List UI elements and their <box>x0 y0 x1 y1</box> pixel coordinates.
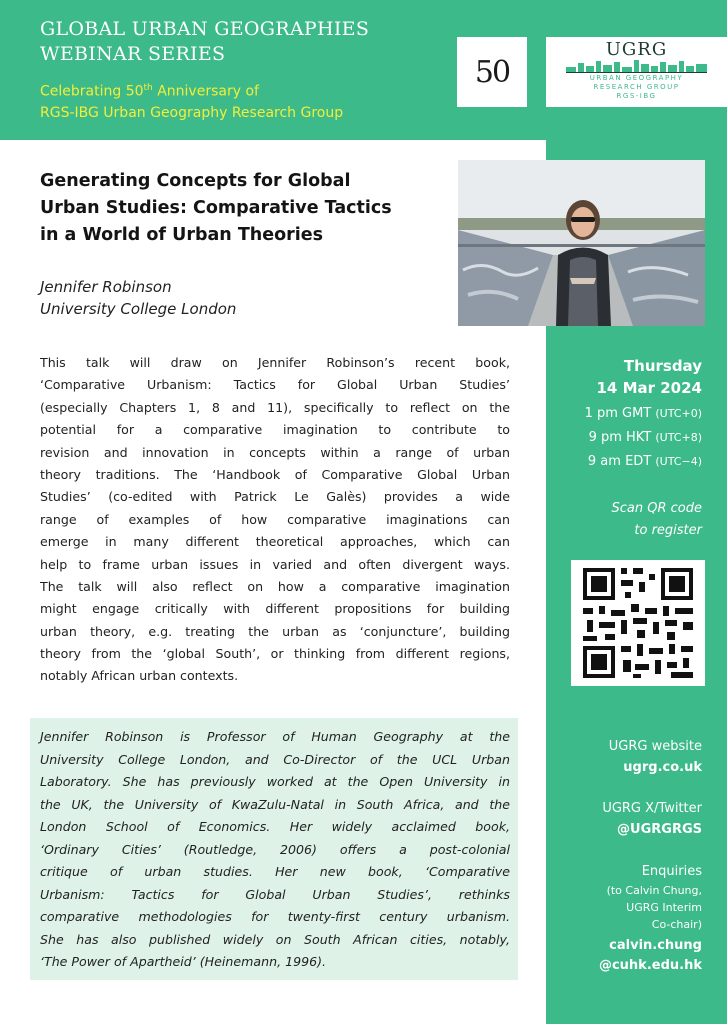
speaker-info <box>40 276 236 320</box>
event-time-row <box>585 450 702 474</box>
abstract-line: help to frame urban issues in varied and often divergent ways. <box>40 556 510 572</box>
ugrg-logo-text: UGRG <box>605 39 668 60</box>
event-time-zone: (UTC+8) <box>655 431 702 444</box>
event-date-value: 14 Mar 2024 <box>596 379 702 397</box>
website-label: UGRG website <box>608 739 702 754</box>
fifty-anniversary-logo <box>457 37 527 107</box>
twitter-contact <box>602 798 702 840</box>
event-time: 1 pm GMT <box>584 406 652 421</box>
bio-line: ‘The Power of Apartheid’ (Heinemann, 1996). <box>40 954 327 969</box>
ugrg-logo <box>546 37 727 107</box>
abstract-line: theory from the ‘global South’, or thinking from different regions, <box>40 646 510 662</box>
speaker-bio <box>40 726 510 974</box>
abstract-line: potential for a comparative imagination to contribute to <box>40 422 510 438</box>
event-time-zone: (UTC−4) <box>655 455 702 468</box>
qr-instruction-line1: Scan QR code <box>611 501 702 516</box>
abstract-line: range of examples of how comparative imaginations can <box>40 511 510 527</box>
website-contact <box>609 736 702 778</box>
bio-line: University College London, and Co-Director of the UCL Urban <box>40 751 510 767</box>
abstract-line: theory traditions. The ‘Handbook of Comparative Global Urban <box>40 466 510 482</box>
series-title-line1: GLOBAL URBAN GEOGRAPHIES <box>40 18 370 40</box>
bio-line: Urbanism: Tactics for Global Urban Studies’, rethinks <box>40 886 510 902</box>
event-day: Thursday <box>623 357 702 375</box>
bio-line: comparative methodologies for twenty-first century urbanism. <box>40 909 510 924</box>
event-times <box>585 402 702 474</box>
event-time: 9 pm HKT <box>588 430 652 445</box>
ugrg-sub-line1: URBAN GEOGRAPHY <box>589 74 684 82</box>
bio-line: She has also published widely on South African cities, notably, <box>40 931 510 947</box>
anniversary-post: Anniversary of <box>152 83 259 100</box>
abstract-line: notably African urban contexts. <box>40 668 239 684</box>
twitter-handle-link[interactable]: @UGRGRGS <box>617 822 702 837</box>
series-title <box>40 17 440 67</box>
abstract-line: revision and innovation in concepts within a range of urban <box>40 444 510 460</box>
talk-title-line: in a World of Urban Theories <box>40 225 324 245</box>
enquiries-contact <box>642 861 702 882</box>
enquiries-note-line: Co-chair) <box>651 918 702 931</box>
abstract-line: emerge in many different theoretical approaches, which can <box>40 534 510 550</box>
abstract-line: Studies’ (co-edited with Patrick Le Galès) provides a wide <box>40 489 510 505</box>
abstract-line: urban theory, e.g. treating the urban as ‘conjuncture’, building <box>40 623 510 639</box>
enquiries-label: Enquiries <box>641 864 702 879</box>
event-time-zone: (UTC+0) <box>655 407 702 420</box>
anniversary-pre: Celebrating 50 <box>40 83 144 100</box>
qr-code-icon <box>571 560 705 686</box>
series-title-line2: WEBINAR SERIES <box>40 43 226 65</box>
speaker-name: Jennifer Robinson <box>40 278 172 296</box>
event-time: 9 am EDT <box>587 454 652 469</box>
enquiries-note <box>607 882 702 933</box>
abstract-line: (especially Chapters 1, 8 and 11), specifically to reflect on the <box>40 399 510 415</box>
ugrg-sub-line2: RESEARCH GROUP <box>593 83 680 91</box>
anniversary-sup: th <box>143 83 153 93</box>
email-line1: calvin.chung <box>609 938 702 953</box>
qr-instruction-line2: to register <box>634 523 702 538</box>
event-time-row <box>585 402 702 426</box>
fifty-logo-text: 50 <box>474 54 510 90</box>
speaker-affiliation: University College London <box>40 300 237 318</box>
qr-instructions <box>612 498 703 542</box>
enquiries-note-line: (to Calvin Chung, <box>606 884 702 897</box>
ugrg-logo-subtitle <box>546 74 727 101</box>
speaker-photo <box>458 160 705 326</box>
email-line2: @cuhk.edu.hk <box>598 958 702 973</box>
bio-line: London School of Economics. Her widely acclaimed book, <box>40 819 510 834</box>
website-link[interactable]: ugrg.co.uk <box>623 760 702 775</box>
anniversary-text <box>40 78 440 124</box>
enquiries-email-link[interactable] <box>599 936 702 976</box>
bio-line: the UK, the University of KwaZulu-Natal in South Africa, and the <box>40 796 510 812</box>
abstract-line: This talk will draw on Jennifer Robinson’s recent book, <box>40 355 510 370</box>
anniversary-line2: RGS-IBG Urban Geography Research Group <box>40 104 344 121</box>
bio-line: critique of urban studies. Her new book, ‘Comparative <box>40 864 510 879</box>
bio-line: Laboratory. She has previously worked at the Open University in <box>40 774 510 789</box>
event-time-row <box>585 426 702 450</box>
registration-qr-code[interactable] <box>571 560 705 686</box>
bio-line: Jennifer Robinson is Professor of Human Geography at the <box>40 729 510 744</box>
talk-title-line: Urban Studies: Comparative Tactics <box>40 198 392 218</box>
ugrg-sub-line3: RGS-IBG <box>616 92 657 100</box>
talk-title-line: Generating Concepts for Global <box>40 171 351 191</box>
bio-line: ‘Ordinary Cities’ (Routledge, 2006) offers a post-colonial <box>40 841 510 857</box>
abstract-line: ‘Comparative Urbanism: Tactics for Global Urban Studies’ <box>40 377 510 393</box>
twitter-label: UGRG X/Twitter <box>602 801 702 816</box>
talk-title <box>40 168 450 249</box>
abstract-line: might engage critically with different propositions for building <box>40 601 510 617</box>
abstract-line: The talk will also reflect on how a comparative imagination <box>40 578 510 594</box>
talk-abstract <box>40 352 510 688</box>
skyline-icon <box>566 59 707 73</box>
enquiries-note-line: UGRG Interim <box>626 901 702 914</box>
event-date <box>596 355 702 399</box>
